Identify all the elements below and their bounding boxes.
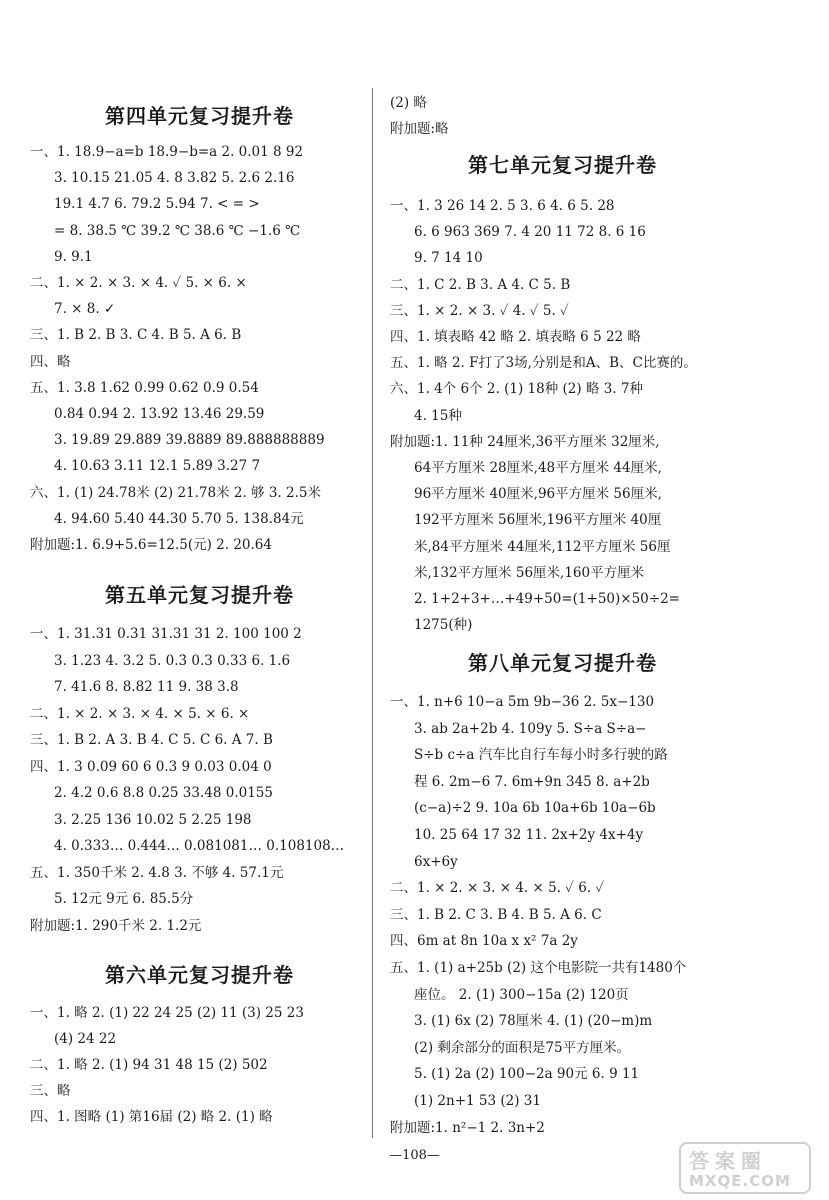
answer-line: 五、1. 3.8 1.62 0.99 0.62 0.9 0.54 (30, 379, 259, 396)
answer-line: 五、1. (1) a+25b (2) 这个电影院一共有1480个 (390, 960, 687, 976)
answer-line: 4. 15种 (414, 407, 462, 424)
answer-line: (4) 24 22 (54, 1031, 117, 1047)
answer-line: 6. 6 963 369 7. 4 20 11 72 8. 6 16 (414, 224, 646, 241)
answer-line: 三、1. B 2. A 3. B 4. C 5. C 6. A 7. B (30, 732, 273, 748)
answer-line: 3. ab 2a+2b 4. 109y 5. S÷a S÷a− (414, 720, 647, 737)
watermark-logo (679, 1142, 811, 1194)
page-number: —108— (389, 1148, 440, 1163)
unit-6-title: 第六单元复习提升卷 (105, 963, 294, 987)
answer-line: 程 6. 2m−6 7. 6m+9n 345 8. a+2b (414, 773, 650, 790)
answer-line: 附加题:1. 6.9+5.6=12.5(元) 2. 20.64 (30, 537, 272, 553)
answer-line: 3. 19.89 29.889 39.8889 89.888888889 (54, 432, 325, 449)
answer-line: 米,84平方厘米 44厘米,112平方厘米 56厘 (414, 538, 671, 555)
answer-line: (c−a)÷2 9. 10a 6b 10a+6b 10a−6b (414, 800, 656, 817)
answer-line: 附加题:略 (390, 121, 449, 137)
answer-line: (2) 略 (390, 95, 427, 111)
answer-line: 四、6m at 8n 10a x x² 7a 2y (390, 933, 578, 950)
answer-line: S÷b c÷a 汽车比自行车每小时多行驶的路 (414, 747, 668, 764)
answer-line: 四、1. 3 0.09 60 6 0.3 9 0.03 0.04 0 (30, 758, 272, 775)
unit-7-title: 第七单元复习提升卷 (468, 153, 657, 177)
answer-line: 四、1. 图略 (1) 第16届 (2) 略 2. (1) 略 (30, 1109, 273, 1125)
answer-line: 3. 10.15 21.05 4. 8 3.82 5. 2.6 2.16 (54, 170, 295, 187)
answer-line: 5. 12元 9元 6. 85.5分 (54, 891, 194, 907)
answer-line: 一、1. 31.31 0.31 31.31 31 2. 100 100 2 (30, 626, 302, 642)
answer-line: 四、略 (30, 353, 71, 370)
answer-line: 三、略 (30, 1083, 71, 1099)
answer-line: 六、1. 4个 6个 2. (1) 18种 (2) 略 3. 7种 (390, 381, 643, 398)
answer-line: 2. 4.2 0.6 8.8 0.25 33.48 0.0155 (54, 785, 273, 801)
answer-line: 7. × 8. ✓ (54, 301, 116, 318)
unit-5-title: 第五单元复习提升卷 (105, 583, 294, 607)
answer-line: 4. 0.333… 0.444… 0.081081… 0.108108… (54, 838, 345, 854)
answer-line: 三、1. B 2. C 3. B 4. B 5. A 6. C (390, 906, 602, 923)
answer-line: 96平方厘米 40厘米,96平方厘米 56厘米, (414, 486, 662, 503)
answer-line: 一、1. 3 26 14 2. 5 3. 6 4. 6 5. 28 (390, 198, 615, 214)
answer-line: (1) 2n+1 53 (2) 31 (414, 1093, 541, 1109)
answer-line: 五、1. 350千米 2. 4.8 3. 不够 4. 57.1元 (30, 864, 284, 881)
answer-line: 3. 2.25 136 10.02 5 2.25 198 (54, 811, 252, 828)
answer-line: 二、1. 略 2. (1) 94 31 48 15 (2) 502 (30, 1057, 268, 1073)
answer-line: 3. (1) 6x (2) 78厘米 4. (1) (20−m)m (414, 1013, 653, 1030)
answer-line: 二、1. C 2. B 3. A 4. C 5. B (390, 276, 571, 293)
watermark-top-text: 答案圈 (689, 1149, 767, 1173)
answer-line: 二、1. × 2. × 3. × 4. × 5. ✓ 6. ✓ (390, 880, 605, 897)
answer-line: 5. (1) 2a (2) 100−2a 90元 6. 9 11 (414, 1066, 640, 1083)
answer-line: 四、1. 填表略 42 略 2. 填表略 6 5 22 略 (390, 329, 641, 345)
answer-line: 附加题:1. 290千米 2. 1.2元 (30, 917, 202, 934)
answer-line: 附加题:1. 11种 24厘米,36平方厘米 32厘米, (390, 433, 660, 450)
answer-line: 附加题:1. n²−1 2. 3n+2 (390, 1119, 545, 1136)
column-divider (372, 88, 373, 1138)
answer-line: = 8. 38.5 ℃ 39.2 ℃ 38.6 ℃ −1.6 ℃ (54, 222, 301, 239)
answer-line: 19.1 4.7 6. 79.2 5.94 7. < = > (54, 196, 260, 213)
answer-line: 4. 10.63 3.11 12.1 5.89 3.27 7 (54, 458, 261, 475)
answer-line: 六、1. (1) 24.78米 (2) 21.78米 2. 够 3. 2.5米 (30, 484, 321, 501)
answer-line: 4. 94.60 5.40 44.30 5.70 5. 138.84元 (54, 510, 304, 527)
answer-line: (2) 剩余部分的面积是75平方厘米。 (414, 1039, 631, 1056)
unit-4-title: 第四单元复习提升卷 (105, 104, 294, 128)
answer-line: 1275(种) (414, 617, 473, 634)
answer-line: 9. 7 14 10 (414, 250, 483, 267)
unit-8-title: 第八单元复习提升卷 (468, 651, 657, 675)
answer-line: 二、1. × 2. × 3. × 4. ✓ 5. × 6. × (30, 275, 247, 291)
answer-line: 0.84 0.94 2. 13.92 13.46 29.59 (54, 406, 265, 422)
watermark-bottom-text: MXQE.COM (689, 1172, 791, 1190)
answer-line: 6x+6y (414, 853, 458, 870)
answer-line: 7. 41.6 8. 8.82 11 9. 38 3.8 (54, 679, 239, 695)
answer-line: 64平方厘米 28厘米,48平方厘米 44厘米, (414, 460, 662, 476)
answer-line: 3. 1.23 4. 3.2 5. 0.3̇ 0.3 0.33 6. 1.6 (54, 652, 291, 669)
answer-line: 一、1. n+6 10−a 5m 9b−36 2. 5x−130 (390, 694, 655, 710)
answer-line: 三、1. B 2. B 3. C 4. B 5. A 6. B (30, 327, 242, 344)
answer-line: 三、1. × 2. × 3. ✓ 4. ✓ 5. ✓ (390, 302, 569, 319)
answer-line: 米,132平方厘米 56厘米,160平方厘米 (414, 564, 645, 581)
answer-line: 2. 1+2+3+…+49+50=(1+50)×50÷2= (414, 591, 680, 607)
answer-line: 9. 9.1 (54, 248, 93, 265)
answer-line: 座位。 2. (1) 300−15a (2) 120页 (414, 986, 629, 1003)
answer-line: 二、1. × 2. × 3. × 4. × 5. × 6. × (30, 705, 250, 722)
answer-line: 一、1. 略 2. (1) 22 24 25 (2) 11 (3) 25 23 (30, 1005, 304, 1021)
answer-line: 10. 25 64 17 32 11. 2x+2y 4x+4y (414, 827, 644, 843)
answer-line: 一、1. 18.9−a=b 18.9−b=a 2. 0.01 8 92 (30, 144, 304, 160)
answer-line: 192平方厘米 56厘米,196平方厘米 40厘 (414, 512, 662, 529)
answer-line: 五、1. 略 2. F打了3场,分别是和A、B、C比赛的。 (390, 355, 697, 372)
